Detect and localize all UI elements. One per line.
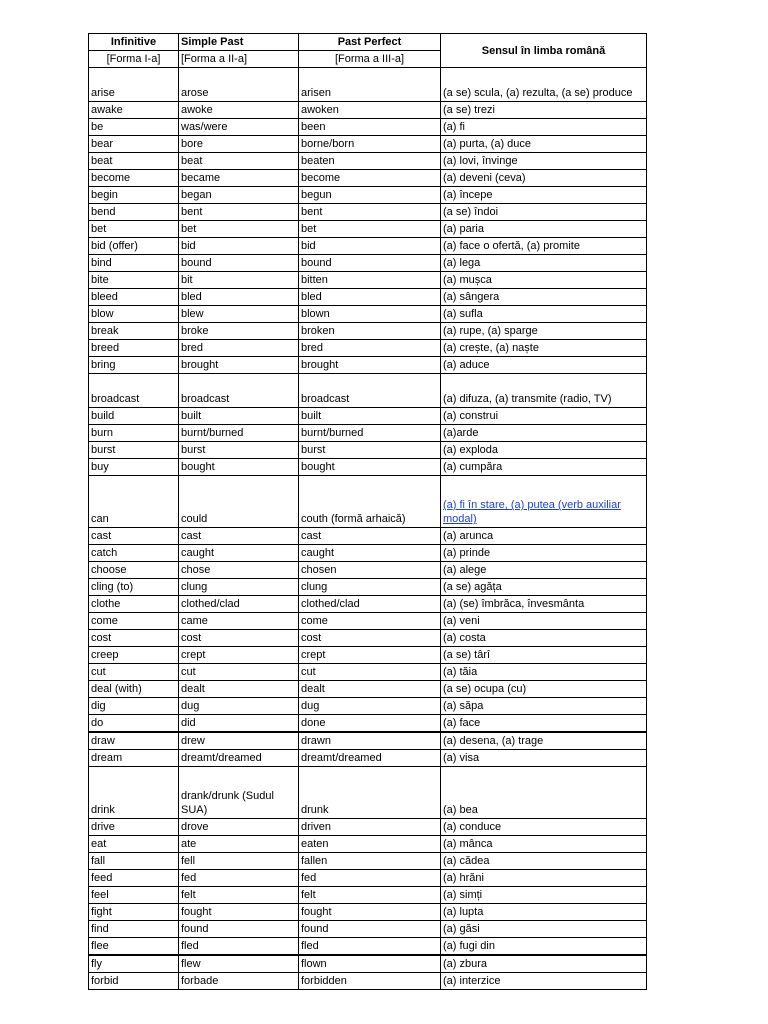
past-perfect-cell: burst (299, 442, 441, 459)
simple-past-cell: became (179, 170, 299, 187)
romanian-meaning-cell: (a) face (441, 715, 647, 733)
past-perfect-cell: bled (299, 289, 441, 306)
simple-past-cell: cost (179, 630, 299, 647)
col-header-past-perfect: Past Perfect (299, 34, 441, 51)
romanian-meaning-cell: (a) sufla (441, 306, 647, 323)
simple-past-cell: bet (179, 221, 299, 238)
table-row (89, 545, 647, 562)
past-perfect-cell: fed (299, 870, 441, 887)
col-header-romanian: Sensul în limba română (441, 34, 647, 68)
table-row (89, 340, 647, 357)
simple-past-cell: cut (179, 664, 299, 681)
simple-past-cell: burnt/burned (179, 425, 299, 442)
simple-past-cell: blew (179, 306, 299, 323)
romanian-meaning-cell: (a) crește, (a) naște (441, 340, 647, 357)
table-row (89, 187, 647, 204)
romanian-meaning-cell: (a) fugi din (441, 938, 647, 956)
romanian-meaning-cell: (a) construi (441, 408, 647, 425)
infinitive-cell: cost (89, 630, 179, 647)
infinitive-cell: bind (89, 255, 179, 272)
romanian-meaning-cell: (a) interzice (441, 973, 647, 990)
infinitive-cell: fight (89, 904, 179, 921)
romanian-meaning-cell: (a) lovi, învinge (441, 153, 647, 170)
table-row (89, 664, 647, 681)
infinitive-cell: breed (89, 340, 179, 357)
table-row (89, 698, 647, 715)
simple-past-cell: ate (179, 836, 299, 853)
simple-past-cell: bought (179, 459, 299, 476)
simple-past-cell: cast (179, 528, 299, 545)
past-perfect-cell: begun (299, 187, 441, 204)
romanian-meaning-cell: (a) lega (441, 255, 647, 272)
table-row (89, 647, 647, 664)
table-row (89, 715, 647, 733)
infinitive-cell: bear (89, 136, 179, 153)
table-row (89, 204, 647, 221)
romanian-meaning-cell: (a) începe (441, 187, 647, 204)
infinitive-cell: drink (89, 767, 179, 819)
infinitive-cell: bite (89, 272, 179, 289)
past-perfect-cell: chosen (299, 562, 441, 579)
simple-past-cell: bent (179, 204, 299, 221)
infinitive-cell: fly (89, 955, 179, 973)
table-row (89, 596, 647, 613)
simple-past-cell: drank/drunk (Sudul SUA) (179, 767, 299, 819)
infinitive-cell: clothe (89, 596, 179, 613)
infinitive-cell: can (89, 476, 179, 528)
past-perfect-cell: beaten (299, 153, 441, 170)
simple-past-cell: chose (179, 562, 299, 579)
past-perfect-cell: come (299, 613, 441, 630)
past-perfect-cell: done (299, 715, 441, 733)
simple-past-cell: fed (179, 870, 299, 887)
romanian-meaning-cell: (a) lupta (441, 904, 647, 921)
romanian-meaning-cell: (a) veni (441, 613, 647, 630)
past-perfect-cell: dug (299, 698, 441, 715)
col-header-infinitive: Infinitive (89, 34, 179, 51)
romanian-meaning-cell: (a) mânca (441, 836, 647, 853)
past-perfect-cell: cut (299, 664, 441, 681)
infinitive-cell: draw (89, 732, 179, 750)
romanian-meaning-cell: (a) zbura (441, 955, 647, 973)
table-row (89, 357, 647, 374)
simple-past-cell: bound (179, 255, 299, 272)
col-subheader-infinitive: [Forma I-a] (89, 51, 179, 68)
past-perfect-cell: bent (299, 204, 441, 221)
infinitive-cell: come (89, 613, 179, 630)
past-perfect-cell: found (299, 921, 441, 938)
simple-past-cell: bit (179, 272, 299, 289)
table-row (89, 68, 647, 102)
table-row (89, 904, 647, 921)
romanian-meaning-cell: (a se) ocupa (cu) (441, 681, 647, 698)
simple-past-cell: fought (179, 904, 299, 921)
infinitive-cell: beat (89, 153, 179, 170)
past-perfect-cell: caught (299, 545, 441, 562)
infinitive-cell: become (89, 170, 179, 187)
romanian-meaning-cell: (a) visa (441, 750, 647, 767)
past-perfect-cell: fought (299, 904, 441, 921)
romanian-meaning-cell: (a) săpa (441, 698, 647, 715)
simple-past-cell: drove (179, 819, 299, 836)
simple-past-cell: could (179, 476, 299, 528)
romanian-meaning-cell: (a) difuza, (a) transmite (radio, TV) (441, 374, 647, 408)
infinitive-cell: cast (89, 528, 179, 545)
infinitive-cell: bet (89, 221, 179, 238)
romanian-meaning-cell: (a) tăia (441, 664, 647, 681)
romanian-meaning-cell: (a se) îndoi (441, 204, 647, 221)
simple-past-cell: dreamt/dreamed (179, 750, 299, 767)
infinitive-cell: awake (89, 102, 179, 119)
simple-past-cell: crept (179, 647, 299, 664)
infinitive-cell: dream (89, 750, 179, 767)
infinitive-cell: feel (89, 887, 179, 904)
past-perfect-cell: clothed/clad (299, 596, 441, 613)
romanian-meaning-cell: (a se) trezi (441, 102, 647, 119)
romanian-meaning-cell: (a) bea (441, 767, 647, 819)
infinitive-cell: burn (89, 425, 179, 442)
table-row (89, 732, 647, 750)
romanian-meaning-cell: (a) conduce (441, 819, 647, 836)
table-row (89, 136, 647, 153)
infinitive-cell: blow (89, 306, 179, 323)
table-row (89, 973, 647, 990)
simple-past-cell: bore (179, 136, 299, 153)
infinitive-cell: burst (89, 442, 179, 459)
infinitive-cell: bring (89, 357, 179, 374)
infinitive-cell: find (89, 921, 179, 938)
verb-rows (89, 68, 647, 990)
simple-past-cell: built (179, 408, 299, 425)
table-row (89, 750, 647, 767)
romanian-meaning-cell: (a) aduce (441, 357, 647, 374)
table-row (89, 938, 647, 956)
table-row (89, 870, 647, 887)
past-perfect-cell: flown (299, 955, 441, 973)
past-perfect-cell: drawn (299, 732, 441, 750)
simple-past-cell: awoke (179, 102, 299, 119)
table-row (89, 238, 647, 255)
simple-past-cell: burst (179, 442, 299, 459)
romanian-meaning-cell: (a) arunca (441, 528, 647, 545)
romanian-meaning-cell: (a se) scula, (a) rezulta, (a se) produce (441, 68, 647, 102)
past-perfect-cell: bitten (299, 272, 441, 289)
infinitive-cell: do (89, 715, 179, 733)
infinitive-cell: eat (89, 836, 179, 853)
romanian-meaning-cell[interactable]: (a) fi în stare, (a) putea (verb auxiliar modal) (441, 476, 647, 528)
past-perfect-cell: dreamt/dreamed (299, 750, 441, 767)
past-perfect-cell: burnt/burned (299, 425, 441, 442)
past-perfect-cell: become (299, 170, 441, 187)
table-row (89, 630, 647, 647)
past-perfect-cell: borne/born (299, 136, 441, 153)
simple-past-cell: bred (179, 340, 299, 357)
infinitive-cell: bleed (89, 289, 179, 306)
simple-past-cell: dug (179, 698, 299, 715)
simple-past-cell: dealt (179, 681, 299, 698)
simple-past-cell: fell (179, 853, 299, 870)
past-perfect-cell: built (299, 408, 441, 425)
past-perfect-cell: cast (299, 528, 441, 545)
romanian-meaning-cell: (a) desena, (a) trage (441, 732, 647, 750)
romanian-meaning-cell: (a) cădea (441, 853, 647, 870)
past-perfect-cell: broken (299, 323, 441, 340)
simple-past-cell: bid (179, 238, 299, 255)
infinitive-cell: buy (89, 459, 179, 476)
romanian-meaning-cell: (a) alege (441, 562, 647, 579)
table-row (89, 306, 647, 323)
simple-past-cell: forbade (179, 973, 299, 990)
simple-past-cell: flew (179, 955, 299, 973)
infinitive-cell: deal (with) (89, 681, 179, 698)
simple-past-cell: did (179, 715, 299, 733)
romanian-meaning-cell: (a) exploda (441, 442, 647, 459)
romanian-meaning-cell: (a) face o ofertă, (a) promite (441, 238, 647, 255)
simple-past-cell: began (179, 187, 299, 204)
simple-past-cell: broke (179, 323, 299, 340)
table-row (89, 255, 647, 272)
simple-past-cell: fled (179, 938, 299, 956)
simple-past-cell: found (179, 921, 299, 938)
past-perfect-cell: dealt (299, 681, 441, 698)
past-perfect-cell: fallen (299, 853, 441, 870)
simple-past-cell: clung (179, 579, 299, 596)
romanian-meaning-cell: (a) purta, (a) duce (441, 136, 647, 153)
simple-past-cell: broadcast (179, 374, 299, 408)
simple-past-cell: clothed/clad (179, 596, 299, 613)
table-row (89, 853, 647, 870)
simple-past-cell: felt (179, 887, 299, 904)
table-row (89, 272, 647, 289)
past-perfect-cell: broadcast (299, 374, 441, 408)
col-subheader-simple-past: [Forma a II-a] (179, 51, 299, 68)
table-row (89, 579, 647, 596)
table-row (89, 613, 647, 630)
romanian-meaning-cell: (a) sângera (441, 289, 647, 306)
table-row (89, 767, 647, 819)
past-perfect-cell: fled (299, 938, 441, 956)
table-row (89, 374, 647, 408)
past-perfect-cell: brought (299, 357, 441, 374)
table-row (89, 408, 647, 425)
past-perfect-cell: bet (299, 221, 441, 238)
table-row (89, 819, 647, 836)
past-perfect-cell: crept (299, 647, 441, 664)
infinitive-cell: catch (89, 545, 179, 562)
infinitive-cell: feed (89, 870, 179, 887)
past-perfect-cell: driven (299, 819, 441, 836)
table-row (89, 289, 647, 306)
table-row (89, 119, 647, 136)
romanian-meaning-cell: (a)arde (441, 425, 647, 442)
table-row (89, 459, 647, 476)
table-row (89, 170, 647, 187)
table-row (89, 442, 647, 459)
romanian-meaning-cell: (a) paria (441, 221, 647, 238)
table-row (89, 681, 647, 698)
past-perfect-cell: couth (formă arhaică) (299, 476, 441, 528)
infinitive-cell: cling (to) (89, 579, 179, 596)
table-row (89, 836, 647, 853)
infinitive-cell: creep (89, 647, 179, 664)
table-row (89, 562, 647, 579)
simple-past-cell: bled (179, 289, 299, 306)
romanian-meaning-cell: (a se) agăța (441, 579, 647, 596)
infinitive-cell: bid (offer) (89, 238, 179, 255)
simple-past-cell: beat (179, 153, 299, 170)
table-row (89, 921, 647, 938)
past-perfect-cell: blown (299, 306, 441, 323)
infinitive-cell: be (89, 119, 179, 136)
simple-past-cell: was/were (179, 119, 299, 136)
table-row (89, 323, 647, 340)
past-perfect-cell: bound (299, 255, 441, 272)
header-row-1 (89, 34, 647, 51)
past-perfect-cell: arisen (299, 68, 441, 102)
simple-past-cell: caught (179, 545, 299, 562)
verb-table (88, 33, 647, 990)
romanian-meaning-cell: (a) fi (441, 119, 647, 136)
table-row (89, 221, 647, 238)
past-perfect-cell: awoken (299, 102, 441, 119)
infinitive-cell: build (89, 408, 179, 425)
infinitive-cell: dig (89, 698, 179, 715)
infinitive-cell: fall (89, 853, 179, 870)
past-perfect-cell: eaten (299, 836, 441, 853)
infinitive-cell: bend (89, 204, 179, 221)
infinitive-cell: break (89, 323, 179, 340)
table-row (89, 425, 647, 442)
infinitive-cell: broadcast (89, 374, 179, 408)
romanian-meaning-cell: (a) deveni (ceva) (441, 170, 647, 187)
past-perfect-cell: bid (299, 238, 441, 255)
infinitive-cell: cut (89, 664, 179, 681)
simple-past-cell: drew (179, 732, 299, 750)
col-subheader-past-perfect: [Forma a III-a] (299, 51, 441, 68)
romanian-meaning-cell: (a) găsi (441, 921, 647, 938)
infinitive-cell: flee (89, 938, 179, 956)
table-row (89, 955, 647, 973)
table-row (89, 476, 647, 528)
romanian-meaning-cell: (a) hrăni (441, 870, 647, 887)
table-row (89, 153, 647, 170)
table-row (89, 528, 647, 545)
simple-past-cell: brought (179, 357, 299, 374)
romanian-meaning-cell: (a) rupe, (a) sparge (441, 323, 647, 340)
romanian-meaning-cell: (a) simți (441, 887, 647, 904)
past-perfect-cell: clung (299, 579, 441, 596)
past-perfect-cell: forbidden (299, 973, 441, 990)
past-perfect-cell: cost (299, 630, 441, 647)
romanian-meaning-cell: (a) cumpăra (441, 459, 647, 476)
simple-past-cell: came (179, 613, 299, 630)
infinitive-cell: choose (89, 562, 179, 579)
past-perfect-cell: bought (299, 459, 441, 476)
romanian-meaning-cell: (a) prinde (441, 545, 647, 562)
table-row (89, 102, 647, 119)
romanian-meaning-cell: (a) mușca (441, 272, 647, 289)
col-header-simple-past: Simple Past (179, 34, 299, 51)
table-row (89, 887, 647, 904)
past-perfect-cell: been (299, 119, 441, 136)
simple-past-cell: arose (179, 68, 299, 102)
infinitive-cell: drive (89, 819, 179, 836)
past-perfect-cell: bred (299, 340, 441, 357)
romanian-meaning-cell: (a se) târî (441, 647, 647, 664)
infinitive-cell: begin (89, 187, 179, 204)
infinitive-cell: forbid (89, 973, 179, 990)
past-perfect-cell: drunk (299, 767, 441, 819)
romanian-meaning-cell: (a) costa (441, 630, 647, 647)
romanian-meaning-cell: (a) (se) îmbrăca, învesmânta (441, 596, 647, 613)
infinitive-cell: arise (89, 68, 179, 102)
past-perfect-cell: felt (299, 887, 441, 904)
